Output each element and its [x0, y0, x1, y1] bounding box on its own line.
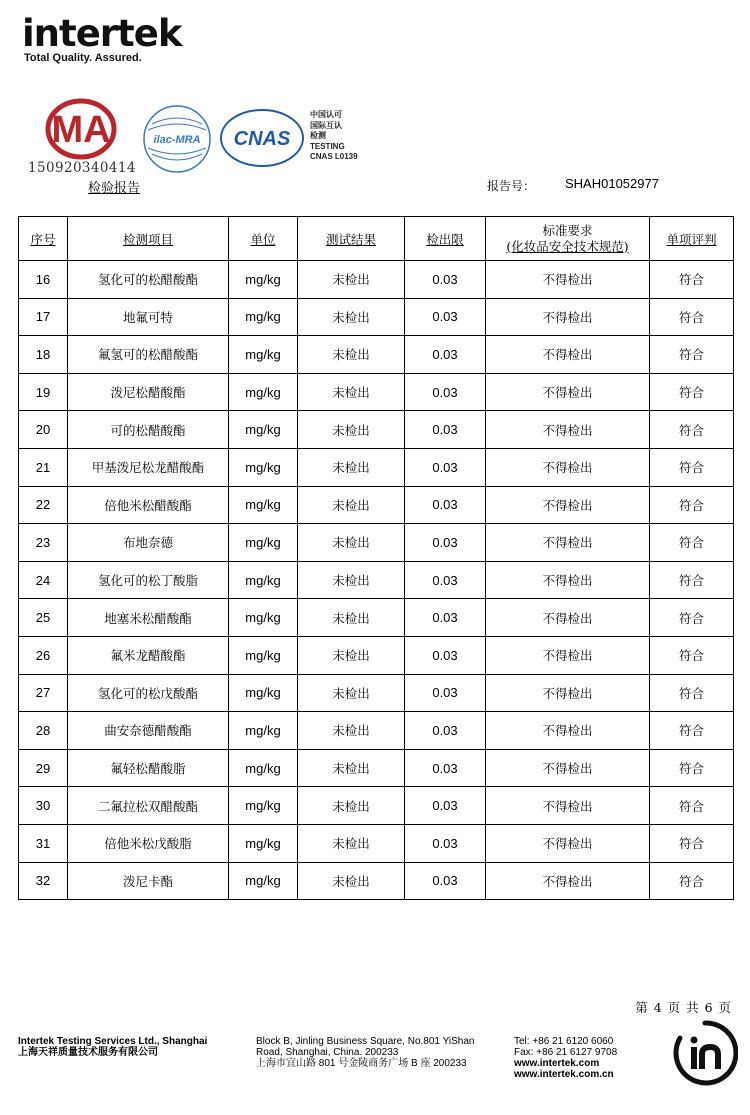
report-title: 检验报告 — [88, 180, 141, 195]
table-row — [19, 636, 734, 674]
intertek-badge-icon — [672, 1020, 738, 1086]
row-standard: 不得检出 — [486, 749, 650, 787]
row-unit: mg/kg — [229, 448, 298, 486]
row-result: 未检出 — [298, 674, 405, 712]
row-index: 18 — [19, 336, 68, 374]
row-index: 31 — [19, 824, 68, 862]
row-index: 26 — [19, 636, 68, 674]
row-standard: 不得检出 — [486, 561, 650, 599]
row-result: 未检出 — [298, 411, 405, 449]
ilac-mra-icon — [142, 104, 212, 174]
row-test-item: 氢化可的松醋酸酯 — [68, 261, 229, 299]
row-test-item: 地塞米松醋酸酯 — [68, 599, 229, 637]
row-index: 22 — [19, 486, 68, 524]
row-result: 未检出 — [298, 373, 405, 411]
row-unit: mg/kg — [229, 298, 298, 336]
table-row — [19, 787, 734, 825]
table-row — [19, 749, 734, 787]
row-index: 28 — [19, 712, 68, 750]
row-detection-limit: 0.03 — [405, 712, 486, 750]
row-index: 19 — [19, 373, 68, 411]
row-verdict: 符合 — [650, 411, 734, 449]
row-verdict: 符合 — [650, 448, 734, 486]
row-test-item: 可的松醋酸酯 — [68, 411, 229, 449]
row-standard: 不得检出 — [486, 636, 650, 674]
cnas-label: CNAS — [233, 128, 291, 150]
table-row — [19, 448, 734, 486]
table-row — [19, 261, 734, 299]
ilac-label: ilac-MRA — [153, 134, 201, 146]
header-unit: 单位 — [229, 217, 298, 261]
row-test-item: 倍他米松戊酸脂 — [68, 824, 229, 862]
row-verdict: 符合 — [650, 787, 734, 825]
row-detection-limit: 0.03 — [405, 561, 486, 599]
header-test-item: 检测项目 — [68, 217, 229, 261]
row-unit: mg/kg — [229, 336, 298, 374]
brand-name: intertek — [22, 12, 182, 55]
table-row — [19, 336, 734, 374]
table-row — [19, 561, 734, 599]
row-result: 未检出 — [298, 298, 405, 336]
cma-label: MA — [51, 109, 111, 151]
row-detection-limit: 0.03 — [405, 448, 486, 486]
row-verdict: 符合 — [650, 261, 734, 299]
row-test-item: 二氟拉松双醋酸酯 — [68, 787, 229, 825]
row-verdict: 符合 — [650, 336, 734, 374]
row-standard: 不得检出 — [486, 486, 650, 524]
row-result: 未检出 — [298, 561, 405, 599]
row-detection-limit: 0.03 — [405, 336, 486, 374]
brand-tagline: Total Quality. Assured. — [24, 52, 142, 64]
row-verdict: 符合 — [650, 636, 734, 674]
row-detection-limit: 0.03 — [405, 524, 486, 562]
row-unit: mg/kg — [229, 373, 298, 411]
row-detection-limit: 0.03 — [405, 824, 486, 862]
row-standard: 不得检出 — [486, 787, 650, 825]
row-unit: mg/kg — [229, 674, 298, 712]
row-test-item: 氟米龙醋酸酯 — [68, 636, 229, 674]
table-row — [19, 486, 734, 524]
footer-company: Intertek Testing Services Ltd., Shanghai 上海天祥质量技术服务有限公司 — [18, 1036, 208, 1058]
row-unit: mg/kg — [229, 411, 298, 449]
row-unit: mg/kg — [229, 561, 298, 599]
row-result: 未检出 — [298, 524, 405, 562]
row-detection-limit: 0.03 — [405, 298, 486, 336]
row-index: 29 — [19, 749, 68, 787]
row-detection-limit: 0.03 — [405, 373, 486, 411]
row-test-item: 氢化可的松丁酸脂 — [68, 561, 229, 599]
row-test-item: 氟氢可的松醋酸酯 — [68, 336, 229, 374]
row-unit: mg/kg — [229, 824, 298, 862]
row-standard: 不得检出 — [486, 373, 650, 411]
table-row — [19, 674, 734, 712]
row-unit: mg/kg — [229, 524, 298, 562]
report-number-value: SHAH01052977 — [565, 176, 659, 191]
header-index: 序号 — [19, 217, 68, 261]
header-standard: 标准要求 (化妆品安全技术规范) — [486, 217, 650, 261]
row-standard: 不得检出 — [486, 712, 650, 750]
row-detection-limit: 0.03 — [405, 486, 486, 524]
row-index: 23 — [19, 524, 68, 562]
row-unit: mg/kg — [229, 486, 298, 524]
row-detection-limit: 0.03 — [405, 787, 486, 825]
row-index: 25 — [19, 599, 68, 637]
row-standard: 不得检出 — [486, 674, 650, 712]
row-index: 27 — [19, 674, 68, 712]
footer-contact: Tel: +86 21 6120 6060 Fax: +86 21 6127 9708 www.intertek.com www.intertek.com.cn — [514, 1036, 618, 1080]
row-verdict: 符合 — [650, 298, 734, 336]
row-result: 未检出 — [298, 749, 405, 787]
row-test-item: 地氟可特 — [68, 298, 229, 336]
row-detection-limit: 0.03 — [405, 862, 486, 900]
row-result: 未检出 — [298, 824, 405, 862]
row-index: 21 — [19, 448, 68, 486]
row-result: 未检出 — [298, 336, 405, 374]
row-standard: 不得检出 — [486, 862, 650, 900]
row-index: 20 — [19, 411, 68, 449]
row-unit: mg/kg — [229, 712, 298, 750]
row-detection-limit: 0.03 — [405, 261, 486, 299]
row-unit: mg/kg — [229, 749, 298, 787]
row-index: 24 — [19, 561, 68, 599]
row-standard: 不得检出 — [486, 261, 650, 299]
row-verdict: 符合 — [650, 712, 734, 750]
row-verdict: 符合 — [650, 824, 734, 862]
row-detection-limit: 0.03 — [405, 411, 486, 449]
row-unit: mg/kg — [229, 787, 298, 825]
row-result: 未检出 — [298, 599, 405, 637]
row-verdict: 符合 — [650, 862, 734, 900]
table-row — [19, 599, 734, 637]
row-detection-limit: 0.03 — [405, 749, 486, 787]
row-detection-limit: 0.03 — [405, 636, 486, 674]
row-test-item: 氢化可的松戊酸酯 — [68, 674, 229, 712]
row-standard: 不得检出 — [486, 524, 650, 562]
table-row — [19, 824, 734, 862]
row-verdict: 符合 — [650, 674, 734, 712]
row-verdict: 符合 — [650, 599, 734, 637]
report-number-label: 报告号： — [487, 179, 536, 193]
header-detection-limit: 检出限 — [405, 217, 486, 261]
row-test-item: 倍他米松醋酸酯 — [68, 486, 229, 524]
row-result: 未检出 — [298, 712, 405, 750]
row-standard: 不得检出 — [486, 411, 650, 449]
row-unit: mg/kg — [229, 862, 298, 900]
table-row — [19, 862, 734, 900]
cma-number: 150920340414 — [28, 160, 136, 176]
row-test-item: 布地奈德 — [68, 524, 229, 562]
row-verdict: 符合 — [650, 749, 734, 787]
row-standard: 不得检出 — [486, 448, 650, 486]
row-result: 未检出 — [298, 787, 405, 825]
row-verdict: 符合 — [650, 561, 734, 599]
row-unit: mg/kg — [229, 599, 298, 637]
row-verdict: 符合 — [650, 373, 734, 411]
cma-mark-icon — [28, 98, 134, 160]
row-test-item: 曲安奈德醋酸酯 — [68, 712, 229, 750]
footer-address: Block B, Jinling Business Square, No.801 YiShan Road, Shanghai, China. 200233 上海市宜山路 801 号金陵商务广场 B 座 200233 — [256, 1036, 475, 1069]
cnas-accreditation-text: 中国认可 国际互认 检测 TESTING CNAS L0139 — [310, 110, 358, 161]
header-verdict: 单项评判 — [650, 217, 734, 261]
row-standard: 不得检出 — [486, 824, 650, 862]
table-row — [19, 411, 734, 449]
row-test-item: 泼尼松醋酸酯 — [68, 373, 229, 411]
row-result: 未检出 — [298, 261, 405, 299]
row-test-item: 氟轻松醋酸脂 — [68, 749, 229, 787]
row-unit: mg/kg — [229, 636, 298, 674]
row-result: 未检出 — [298, 636, 405, 674]
results-table — [18, 216, 734, 900]
row-result: 未检出 — [298, 486, 405, 524]
table-row — [19, 298, 734, 336]
table-row — [19, 373, 734, 411]
table-row — [19, 524, 734, 562]
row-verdict: 符合 — [650, 524, 734, 562]
intertek-logo — [22, 14, 181, 64]
table-row — [19, 712, 734, 750]
row-test-item: 泼尼卡酯 — [68, 862, 229, 900]
cnas-mark-icon — [219, 108, 305, 168]
row-unit: mg/kg — [229, 261, 298, 299]
row-standard: 不得检出 — [486, 599, 650, 637]
row-index: 17 — [19, 298, 68, 336]
row-index: 16 — [19, 261, 68, 299]
row-detection-limit: 0.03 — [405, 599, 486, 637]
page-number: 第 4 页 共 6 页 — [635, 1000, 732, 1015]
row-verdict: 符合 — [650, 486, 734, 524]
table-header-row — [19, 217, 734, 261]
header-result: 测试结果 — [298, 217, 405, 261]
row-result: 未检出 — [298, 448, 405, 486]
row-index: 30 — [19, 787, 68, 825]
row-test-item: 甲基泼尼松龙醋酸酯 — [68, 448, 229, 486]
row-index: 32 — [19, 862, 68, 900]
row-detection-limit: 0.03 — [405, 674, 486, 712]
row-standard: 不得检出 — [486, 336, 650, 374]
row-standard: 不得检出 — [486, 298, 650, 336]
row-result: 未检出 — [298, 862, 405, 900]
